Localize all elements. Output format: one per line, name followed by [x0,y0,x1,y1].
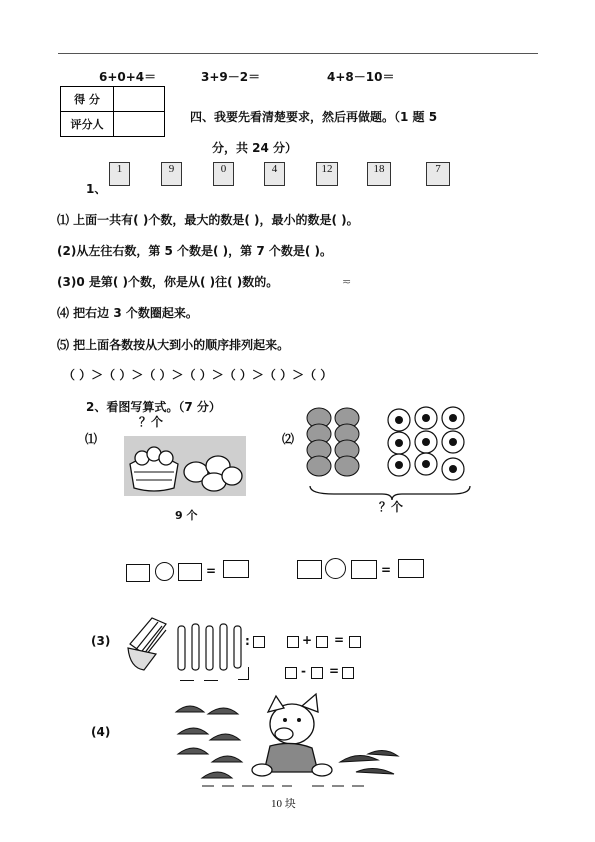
arith-3: 4+8－10＝ [327,70,395,84]
top-rule [58,53,538,54]
answer-small-box[interactable] [253,636,265,648]
q1-part-5: ⑸ 把上面各数按从大到小的顺序排列起来。 [57,338,290,352]
answer-box[interactable] [297,560,322,579]
operator-circle[interactable] [155,562,174,581]
arith-1: 6+0+4＝ [99,70,157,84]
q2-p2-question: ？个 [379,500,404,514]
number-box: 18 [367,162,391,186]
number-box: 1 [109,162,130,186]
q2-p1-total: 9 个 [175,509,198,522]
order-chain: （ ）＞（ ）＞（ ）＞（ ）＞（ ）＞（ ）＞（ ） [63,368,333,382]
answer-small-box[interactable] [311,667,323,679]
q1-part-2: (2)从左往右数，第 5 个数是( )，第 7 个数是( )。 [57,244,333,258]
q1-part-1: ⑴ 上面一共有( )个数，最大的数是( )，最小的数是( )。 [57,213,359,227]
peaches-and-balls-illustration [304,406,474,492]
answer-small-box[interactable] [287,636,299,648]
score-cell[interactable] [114,87,165,112]
p3-colon: : [245,634,250,648]
q2-p2-label: ⑵ [282,432,295,446]
answer-small-box[interactable] [342,667,354,679]
number-box: 4 [264,162,285,186]
q1-part-3: (3)0 是第( )个数，你是从( )往( )数的。 [57,275,279,289]
q2-p1-label: ⑴ [85,432,98,446]
equals-sign: = [206,564,217,578]
section4-title-line1: 四、我要先看清楚要求，然后再做题。（1 题 5 [190,110,438,124]
answer-small-box[interactable] [285,667,297,679]
number-box: 12 [316,162,338,186]
p3-eq: = [334,633,345,647]
answer-box[interactable] [126,564,150,582]
q1-part-4: ⑷ 把右边 3 个数圈起来。 [57,306,198,320]
answer-box[interactable] [178,563,202,581]
blank-line [204,680,218,681]
p3-minus: - [301,664,306,678]
q2-p3-label: (3) [91,634,111,648]
score-label: 得 分 [61,87,114,112]
p3-plus: + [302,633,313,647]
operator-circle[interactable] [325,558,346,579]
pig-watermelon-illustration [172,690,404,786]
equals-sign: = [381,563,392,577]
grader-cell[interactable] [114,112,165,137]
answer-small-box[interactable] [238,667,249,680]
answer-small-box[interactable] [316,636,328,648]
q2-p4-total: 10 块 [271,798,296,810]
arith-2: 3+9－2＝ [201,70,261,84]
p3-eq2: = [329,664,340,678]
q2-title: 2、看图写算式。（7 分） [86,400,221,414]
answer-box[interactable] [223,560,249,578]
basket-apples-illustration [124,436,246,496]
answer-box[interactable] [398,559,424,578]
answer-small-box[interactable] [349,636,361,648]
q2-p4-label: (4) [91,725,111,739]
answer-box[interactable] [351,560,377,579]
sticks-illustration [126,614,246,676]
q1-label: 1、 [86,182,107,196]
score-table [60,86,165,137]
number-box: 7 [426,162,450,186]
q2-p1-question: ？个 [139,415,164,429]
stray-mark: ≂ [342,275,352,288]
number-box: 9 [161,162,182,186]
section4-title-line2: 分，共 24 分） [212,141,298,155]
number-box: 0 [213,162,234,186]
blank-line [180,680,194,681]
grader-label: 评分人 [61,112,114,137]
